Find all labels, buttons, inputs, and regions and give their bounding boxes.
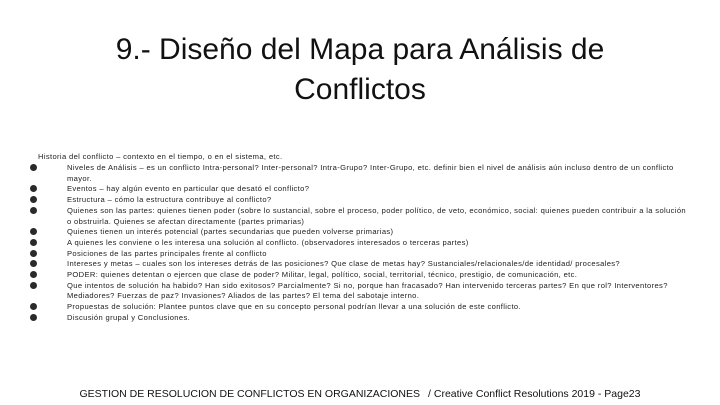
list-item <box>30 249 692 260</box>
bullet-dot-icon <box>30 282 37 289</box>
list-item-text: Quienes tienen un interés potencial (partes secundarias que pueden volverse primarias) <box>67 227 394 237</box>
list-item-text: Intereses y metas – cuales son los intereses detrás de las posiciones? Que clase de metas hay? Sustanciales/relacionales/de identidad/ procesales? <box>67 259 620 269</box>
list-item <box>30 259 692 270</box>
footer-page-label: / Creative Conflict Resolutions 2019 - Page23 <box>428 388 641 400</box>
list-item <box>30 195 692 206</box>
slide-title-line-1: 9.- Diseño del Mapa para Análisis de <box>115 33 605 66</box>
list-item <box>30 281 692 302</box>
bullet-dot-icon <box>30 185 37 192</box>
list-item <box>30 163 692 184</box>
bullet-dot-icon <box>30 303 37 310</box>
list-item-text: PODER: quienes detentan o ejercen que clase de poder? Militar, legal, político, social, territorial, técnico, prestigio, de comunicación, etc. <box>67 270 578 280</box>
list-item <box>30 302 692 313</box>
bullet-dot-icon <box>30 271 37 278</box>
bullet-dot-icon <box>30 207 37 214</box>
slide-title-line-2: Conflictos <box>294 73 426 106</box>
list-item <box>30 184 692 195</box>
list-item-text: Estructura – cómo la estructura contribuye al conflicto? <box>67 195 272 205</box>
list-item <box>30 227 692 238</box>
bullet-list <box>30 163 692 324</box>
slide-title <box>60 30 660 110</box>
list-item-text: Discusión grupal y Conclusiones. <box>67 312 191 322</box>
bullet-dot-icon <box>30 164 37 171</box>
list-item-text: Que intentos de solución ha habido? Han sido exitosos? Parcialmente? Si no, porque han fracasado? Han intervenido terceras partes? En que rol? Interventores? Mediadores? Fuerzas de paz? Invasiones? Aliados de las partes? El tema del sabotaje interno. <box>67 280 668 301</box>
list-item-text: Niveles de Análisis – es un conflicto Intra-personal? Inter-personal? Intra-Grupo? Inter-Grupo, etc. definir bien el nivel de análisis aún incluso dentro de un conflicto mayor. <box>67 163 674 183</box>
bullet-dot-icon <box>30 196 37 203</box>
bullet-dot-icon <box>30 250 37 257</box>
footer-course-title: GESTION DE RESOLUCION DE CONFLICTOS EN ORGANIZACIONES <box>79 388 421 400</box>
list-item <box>30 206 692 227</box>
list-item-text: Propuestas de solución: Plantee puntos clave que en su concepto personal podrían llevar a una solución de este conflicto. <box>67 302 521 312</box>
list-item <box>30 238 692 249</box>
list-item-text: Quienes son las partes: quienes tienen poder (sobre lo sustancial, sobre el proceso, poder político, de veto, económico, social: quienes pueden contribuir a la solución o obstruirla. Quienes se afectan directamente (partes primarias) <box>67 205 686 226</box>
bullet-dot-icon <box>30 314 37 321</box>
bullet-dot-icon <box>30 239 37 246</box>
list-item-text: A quienes les conviene o les interesa una solución al conflicto. (observadores interesados o terceras partes) <box>67 237 469 247</box>
bullet-dot-icon <box>30 260 37 267</box>
bullet-dot-icon <box>30 228 37 235</box>
list-item-text: Posiciones de las partes principales frente al conflicto <box>67 248 267 258</box>
slide-footer <box>0 388 720 400</box>
intro-text: Historia del conflicto – contexto en el tiempo, o en el sistema, etc. <box>38 152 283 161</box>
list-item-text: Eventos – hay algún evento en particular que desató el conflicto? <box>67 184 310 194</box>
list-item <box>30 313 692 324</box>
list-item <box>30 270 692 281</box>
